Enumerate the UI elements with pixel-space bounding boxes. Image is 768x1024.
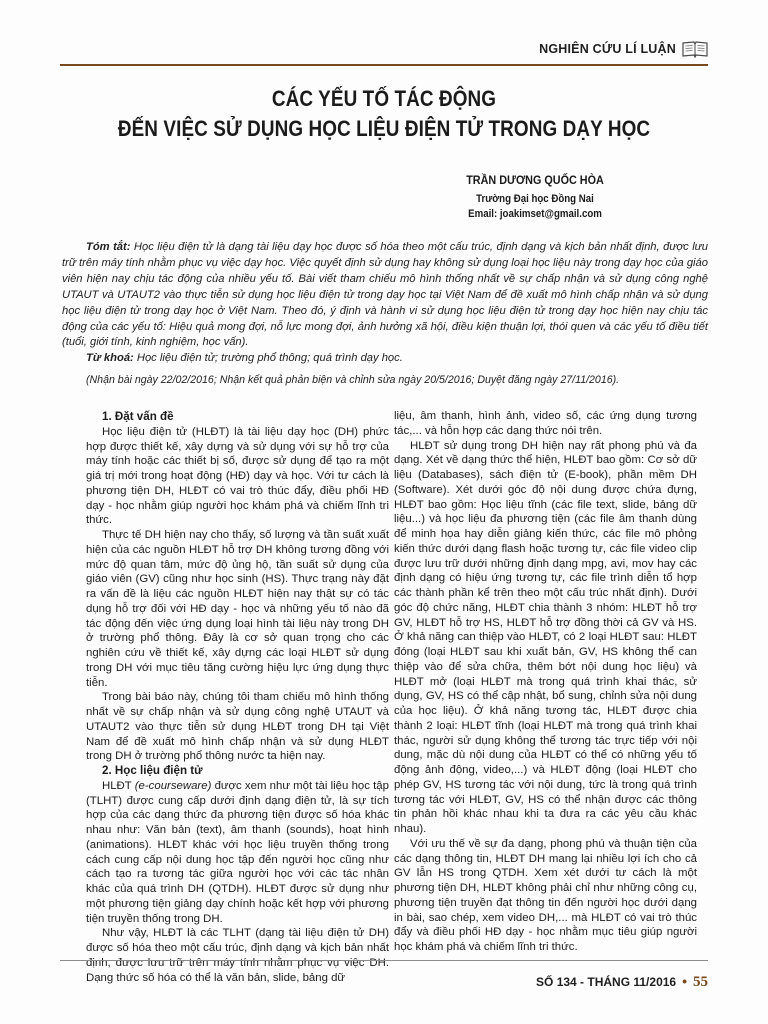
open-book-icon (682, 40, 708, 58)
abstract-text: Học liệu điện tử là dạng tài liệu dạy học được số hóa theo một cấu trúc, định dạng và kịch bản nhất định, được lưu trữ trên máy tính nhằm phục vụ việc dạy học. Việc quyết định sử dụng hay không sử dụng loại học liệu này trong dạy học của giáo viên hiện nay chịu tác động của nhiều yếu tố. Bài viết tham chiếu mô hình thống nhất về sự chấp nhận và sử dụng công nghệ UTAUT và UTAUT2 vào thực tiễn sử dụng học liệu điện tử trong dạy học tại Việt Nam để đề xuất mô hình chấp nhận và sử dụng học liệu điện tử trong dạy học ở Việt Nam. Theo đó, ý định và hành vi sử dụng học liệu điện tử trong dạy học hiện nay chịu tác động của các yếu tố: Hiệu quả mong đợi, nỗ lực mong đợi, ảnh hưởng xã hội, điều kiện thuận lợi, thói quen và các yếu tố điều tiết (tuổi, giới tính, kinh nghiệm, học vấn). (62, 241, 708, 349)
body-paragraph: Thực tế DH hiện nay cho thấy, số lượng và tần suất xuất hiện của các nguồn HLĐT hỗ trợ DH không tương đồng với mức độ quan tâm, mức độ ủng hộ, tần suất sử dụng của giáo viên (GV) cũng như học sinh (HS). Thực trạng này đặt ra vấn đề là liệu các nguồn HLĐT hiện nay thật sự có tác dụng hỗ trợ đối với HĐ dạy - học và những yếu tố nào đã tác động đến việc ứng dụng loại hình tài liệu này trong DH ở trường phổ thông. Đây là cơ sở quan trọng cho các nghiên cứu về thiết kế, xây dựng các loại HLĐT sử dụng trong DH với mục tiêu tăng cường hiệu lực ứng dụng thực tiễn. (86, 529, 389, 689)
body-paragraph: Học liệu điện tử (HLĐT) là tài liệu dạy học (DH) phức hợp được thiết kế, xây dựng và sử dụng với sự hỗ trợ của máy tính hoặc các thiết bị số, được sử dụng để tạo ra một giá trị mới trong hoạt động (HĐ) dạy và học. Với tư cách là phương tiện DH, HLĐT có vai trò thúc đẩy, điều phối HĐ dạy - học nhằm giúp người học khám phá và chiếm lĩnh tri thức. (86, 425, 389, 527)
running-head (60, 36, 708, 62)
body-paragraph: Với ưu thế về sự đa dạng, phong phú và thuận tiện của các dạng thông tin, HLĐT DH mang lại nhiều lợi ích cho cả GV lẫn HS trong QTDH. Xem xét dưới tư cách là một phương tiện DH, HLĐT không phải chỉ như những công cụ, phương tiện truyền đạt thông tin đến người học dưới dạng in bài, sao chép, xem video DH,... mà HLĐT có vai trò thúc đẩy và điều phối HĐ dạy - học nhằm mục tiêu giúp người học khám phá và chiếm lĩnh tri thức. (394, 837, 697, 953)
issue-info: SỐ 134 - THÁNG 11/2016 (536, 975, 677, 989)
page-number: 55 (693, 974, 708, 990)
paragraph-term: (e-courseware) (134, 779, 212, 792)
article-title (60, 84, 708, 144)
footer-rule (60, 960, 708, 961)
body-paragraph: liệu, âm thanh, hình ảnh, video số, các ứng dụng tương tác,... và hỗn hợp các dạng thức nói trên. (394, 410, 697, 437)
author-email: Email: joakimset@gmail.com (468, 208, 602, 220)
abstract-summary (62, 240, 708, 351)
footer-bullet: • (682, 973, 687, 989)
keywords-label: Từ khoá: (86, 352, 134, 365)
header-rule (60, 64, 708, 66)
body-column-left (86, 410, 389, 985)
keywords-text: Học liệu điện tử; trường phổ thông; quá trình dạy học. (133, 352, 403, 365)
body-paragraph: Trong bài báo này, chúng tôi tham chiếu mô hình thống nhất về sự chấp nhận và sử dụng công nghệ UTAUT và UTAUT2 vào thực tiễn sử dụng HLĐT trong DH tại Việt Nam để đề xuất mô hình chấp nhận và sử dụng HLĐT trong DH ở trường phổ thông nước ta hiện nay. (86, 691, 389, 763)
abstract (62, 240, 708, 389)
body-paragraph: Như vậy, HLĐT là các TLHT (dạng tài liệu điện tử DH) được số hóa theo một cấu trúc, định dạng và kịch bản nhất định, được lưu trữ trên máy tính nhằm phục vụ việc DH. Dạng thức số hóa có thể là văn bản, slide, bảng dữ (86, 927, 389, 984)
title-line-2: ĐẾN VIỆC SỬ DỤNG HỌC LIỆU ĐIỆN TỬ TRONG DẠY HỌC (117, 116, 651, 141)
section-label: NGHIÊN CỨU LÍ LUẬN (539, 42, 676, 56)
section-heading: 1. Đặt vấn đề (102, 410, 174, 423)
author-block (380, 171, 690, 222)
author-affiliation: Trường Đại học Đồng Nai (476, 193, 594, 205)
abstract-label: Tóm tắt: (86, 241, 131, 253)
title-line-1: CÁC YẾU TỐ TÁC ĐỘNG (271, 86, 497, 111)
submission-dates: (Nhận bài ngày 22/02/2016; Nhận kết quả phản biện và chỉnh sửa ngày 20/5/2016; Duyệt đăng ngày 27/11/2016). (86, 374, 620, 387)
body-paragraph (86, 779, 389, 927)
author-name: TRẦN DƯƠNG QUỐC HÒA (466, 173, 604, 187)
section-heading: 2. Học liệu điện tử (102, 764, 203, 777)
abstract-keywords (62, 351, 708, 367)
paragraph-lead: HLĐT (102, 779, 135, 792)
body-column-right (394, 409, 697, 955)
body-paragraph: HLĐT sử dụng trong DH hiện nay rất phong phú và đa dạng. Xét về dạng thức thể hiện, HLĐT bao gồm: Cơ sở dữ liệu (Databases), sách điện tử (E-book), phần mềm DH (Software). Xét dưới góc độ nội dung được chứa đựng, HLĐT bao gồm: Học liệu tĩnh (các file text, slide, bảng dữ liệu...) và học liệu đa phương tiện (các file âm thanh dùng để minh họa hay diễn giảng kiến thức, các file mô phỏng kiến thức dưới dạng flash hoặc tương tự, các file video clip được lưu trữ dưới những định dạng mpg, avi, mov hay các định dạng có hiệu ứng tương tự, các file trình diễn tổ hợp các thành phần kể trên theo một cấu trúc nhất định). Dưới góc độ chức năng, HLĐT chia thành 3 nhóm: HLĐT hỗ trợ GV, HLĐT hỗ trợ HS, HLĐT hỗ trợ đồng thời cả GV và HS. Ở khả năng can thiệp vào HLĐT, có 2 loại HLĐT sau: HLĐT đóng (loại HLĐT sau khi xuất bản, GV, HS không thể can thiệp vào để sửa chữa, thêm bớt nội dung học liệu) và HLĐT mở (loại HLĐT mà trong quá trình khai thác, sử dụng, GV, HS có thể cập nhật, bổ sung, chỉnh sửa nội dung của học liệu). Ở khả năng tương tác, HLĐT được chia thành 2 loại: HLĐT tĩnh (loại HLĐT mà trong quá trình khai thác, người sử dụng không thể tương tác trực tiếp với nội dung, mặc dù nội dung của HLĐT có thể có những yếu tố động ảnh động, video,...) và HLĐT động (loại HLĐT cho phép GV, HS tương tác với nội dung, tức là trong quá trình tương tác với HLĐT, GV, HS có thể nhận được các thông tin phản hồi khác nhau khi ta đưa ra các yêu cầu khác nhau). (394, 439, 697, 835)
paragraph-text: được xem như một tài liệu học tập (TLHT) được cung cấp dưới định dạng điện tử, là sự tích hợp của các dạng thức đa phương tiện được số hóa khác nhau như: Văn bản (text), âm thanh (sounds), hoạt hình (animations). HLĐT khác với học liệu truyền thống trong cách cung cấp nội dung học tập đến người học cũng như cách tạo ra tương tác giữa người học với các tác nhân khác của quá trình DH (QTDH). HLĐT được sử dụng như một phương tiện giảng dạy chính hoặc kết hợp với phương tiện truyền thống trong DH. (86, 779, 389, 925)
page-footer (536, 973, 708, 991)
